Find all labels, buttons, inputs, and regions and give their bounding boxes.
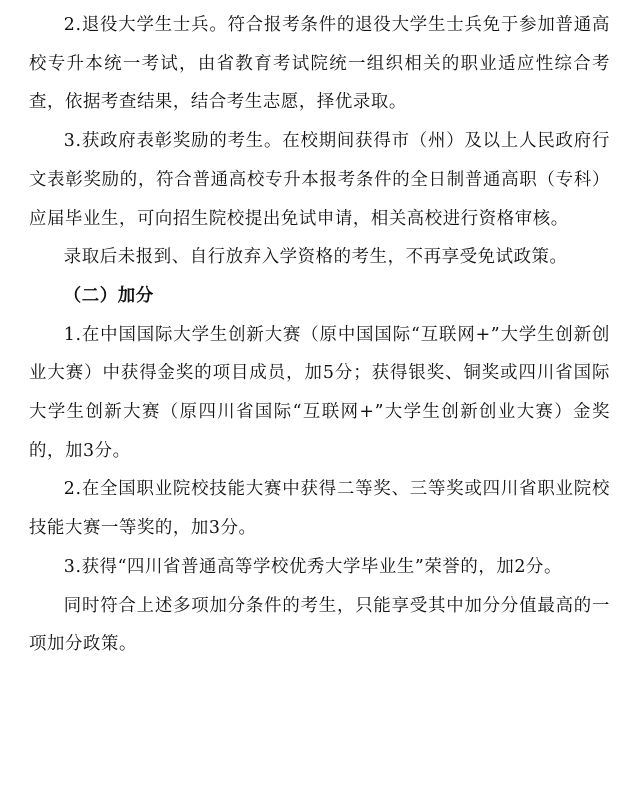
bonus-item-innovation-contest: 1.在中国国际大学生创新大赛（原中国国际“互联网+”大学生创新创业大赛）中获得金奖的项目成员，加5分；获得银奖、铜奖或四川省国际大学生创新大赛（原四川省国际“互联网+”大学生创新创业大赛）金奖的，加3分。 (29, 324, 610, 461)
bonus-item-outstanding-graduate: 3.获得“四川省普通高等学校优秀大学毕业生”荣誉的，加2分。 (63, 556, 563, 577)
section-heading-bonus-points: （二）加分 (63, 285, 154, 306)
paragraph-government-awards: 3.获政府表彰奖励的考生。在校期间获得市（州）及以上人民政府行文表彰奖励的，符合普通高校专升本报考条件的全日制普通高职（专科）应届毕业生，可向招生院校提出免试申请，相关高校进行资格审核。 (29, 131, 610, 229)
paragraph-enrollment-forfeit: 录取后未报到、自行放弃入学资格的考生，不再享受免试政策。 (63, 247, 568, 268)
paragraph-closing-note: 同时符合上述多项加分条件的考生，只能享受其中加分分值最高的一项加分政策。 (29, 595, 610, 655)
paragraph-retired-soldiers: 2.退役大学生士兵。符合报考条件的退役大学生士兵免于参加普通高校专升本统一考试，由省教育考试院统一组织相关的职业适应性综合考查，依据考查结果，结合考生志愿，择优录取。 (29, 15, 610, 113)
bonus-item-skills-contest: 2.在全国职业院校技能大赛中获得二等奖、三等奖或四川省职业院校技能大赛一等奖的，加3分。 (29, 479, 610, 539)
